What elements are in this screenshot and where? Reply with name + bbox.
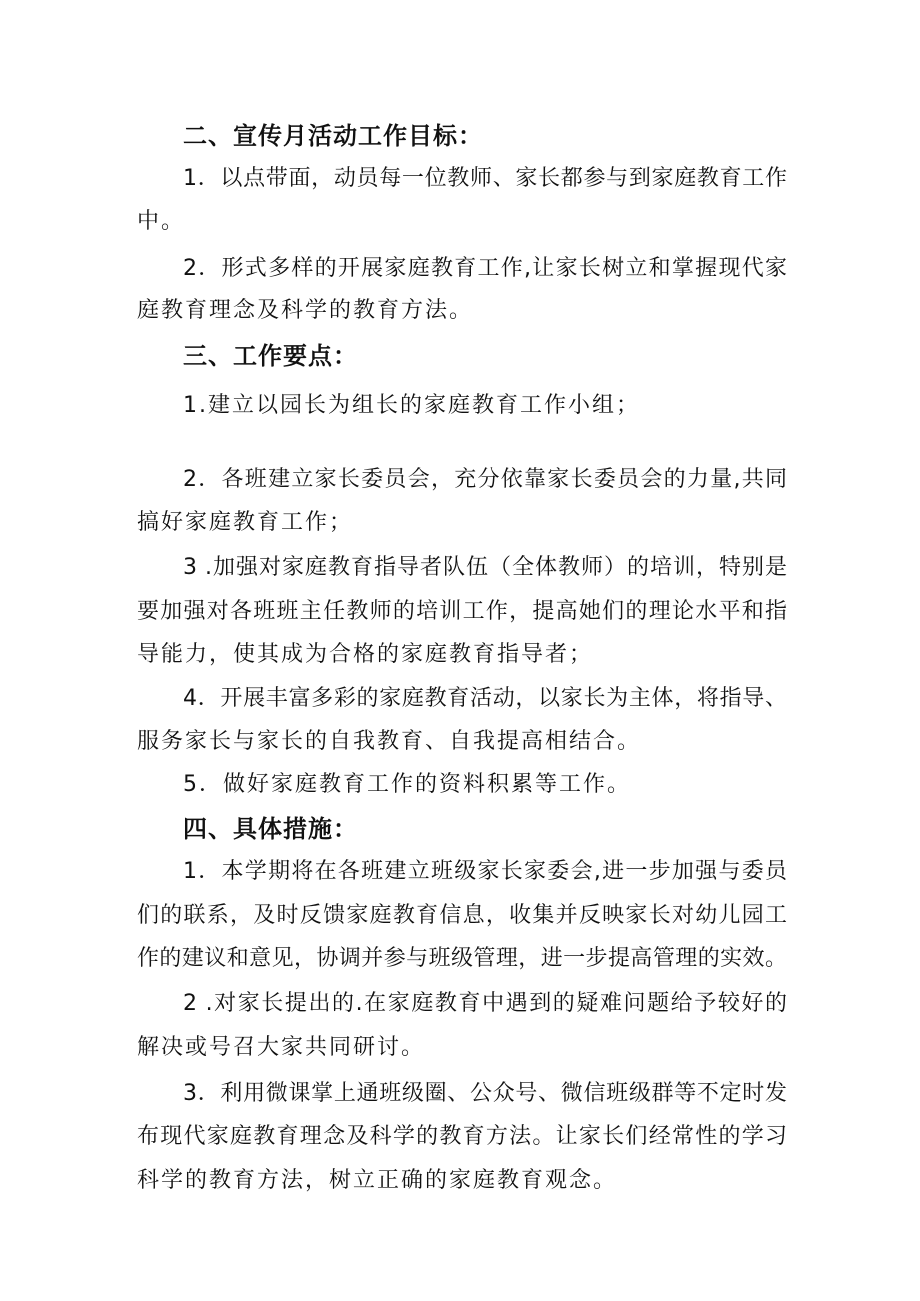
- paragraph-line: 服务家长与家长的自我教育、自我提高相结合。: [137, 729, 642, 754]
- paragraph-line: 1．本学期将在各班建立班级家长家委会,进一步加强与委员: [183, 859, 787, 884]
- paragraph-line: 2．形式多样的开展家庭教育工作,让家长树立和掌握现代家: [183, 256, 787, 281]
- section-heading-measures: 四、具体措施：: [183, 815, 358, 843]
- paragraph-line: 布现代家庭教育理念及科学的教育方法。让家长们经常性的学习: [137, 1124, 787, 1149]
- paragraph-line: 1．以点带面，动员每一位教师、家长都参与到家庭教育工作: [183, 166, 787, 191]
- paragraph-line: 3 .加强对家庭教育指导者队伍（全体教师）的培训，特别是: [183, 555, 787, 580]
- paragraph-line: 中。: [137, 209, 186, 234]
- paragraph-line: 作的建议和意见，协调并参与班级管理，进一步提高管理的实效。: [137, 946, 787, 971]
- paragraph-line: 们的联系，及时反馈家庭教育信息，收集并反映家长对幼儿园工: [137, 903, 787, 928]
- paragraph-line: 5．做好家庭教育工作的资料积累等工作。: [183, 772, 631, 797]
- paragraph-line: 3．利用微课掌上通班级圈、公众号、微信班级群等不定时发: [183, 1081, 787, 1106]
- paragraph-line: 2．各班建立家长委员会，充分依靠家长委员会的力量,共同: [183, 467, 787, 492]
- paragraph-line: 2 .对家长提出的.在家庭教育中遇到的疑难问题给予较好的: [183, 991, 787, 1016]
- paragraph-line: 科学的教育方法，树立正确的家庭教育观念。: [137, 1168, 618, 1193]
- section-heading-key-points: 三、工作要点：: [183, 342, 358, 370]
- paragraph-line: 庭教育理念及科学的教育方法。: [137, 298, 474, 323]
- paragraph-line: 要加强对各班班主任教师的培训工作，提高她们的理论水平和指: [137, 599, 787, 624]
- paragraph-line: 4．开展丰富多彩的家庭教育活动，以家长为主体，将指导、: [183, 686, 787, 711]
- section-heading-goals: 二、宣传月活动工作目标：: [183, 122, 483, 150]
- paragraph-line: 1.建立以园长为组长的家庭教育工作小组；: [183, 393, 640, 418]
- paragraph-line: 搞好家庭教育工作；: [137, 510, 354, 535]
- paragraph-line: 导能力，使其成为合格的家庭教育指导者；: [137, 642, 594, 667]
- paragraph-line: 解决或号召大家共同研讨。: [137, 1035, 426, 1060]
